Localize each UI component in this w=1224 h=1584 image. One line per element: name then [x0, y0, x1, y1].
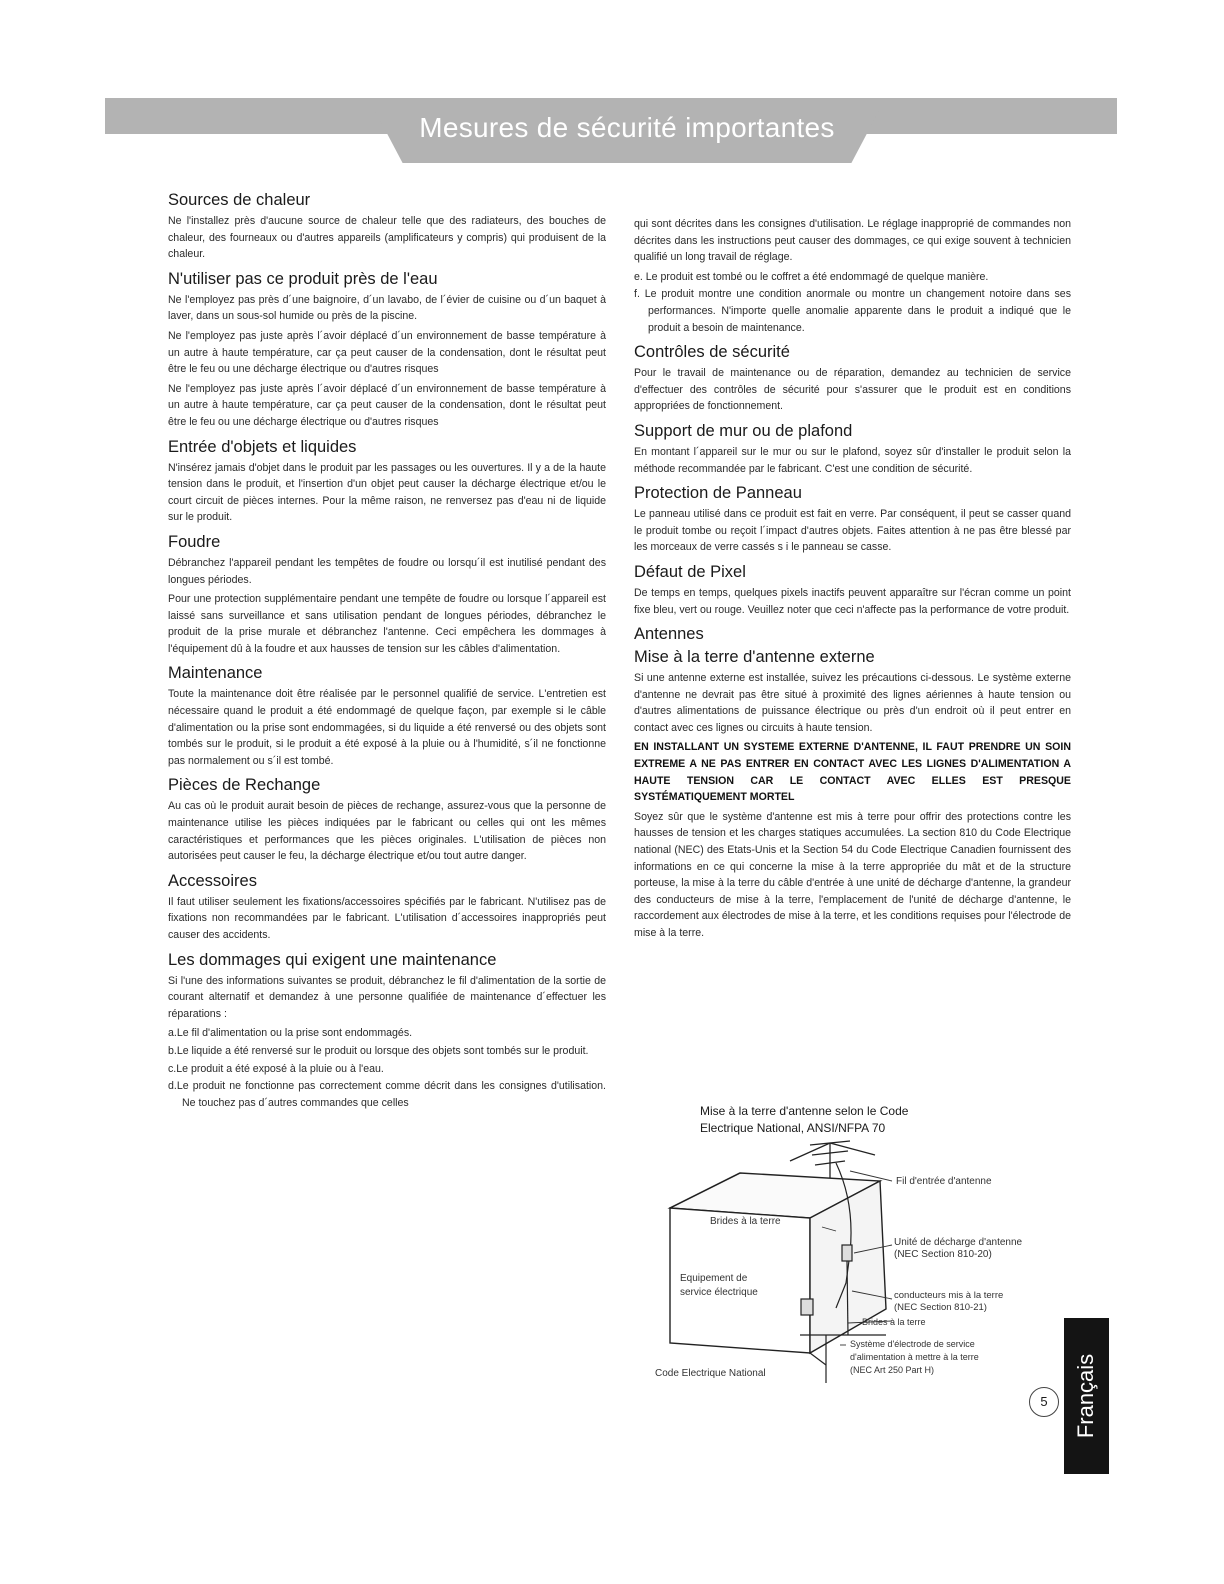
heading-dommages: Les dommages qui exigent une maintenance	[168, 950, 497, 969]
label-brides-terre-2: Brides à la terre	[862, 1317, 926, 1327]
heading-accessoires: Accessoires	[168, 871, 257, 890]
list-item: f. Le produit montre une condition anormale ou montre un changement notoire dans ses performances. N'importe quelle anomalie apparente dans le produit a indiqué que le produit a besoin de maintenance.	[634, 288, 1071, 334]
language-label: Français	[1073, 1353, 1098, 1439]
paragraph: Ne l'employez pas juste après l´avoir déplacé d´un environnement de basse température à un autre à haute température, car ça peut causer de la condensation, dont le résultat peut être le feu ou une décharge électrique ou d'autres risques	[168, 329, 606, 376]
page-number: 5	[1029, 1387, 1059, 1417]
left-column	[168, 190, 606, 1112]
label-alimentation: d'alimentation à mettre à la terre	[850, 1352, 979, 1362]
label-brides-terre: Brides à la terre	[710, 1216, 781, 1227]
label-conducteurs: conducteurs mis à la terre	[894, 1290, 1004, 1301]
label-equipement: Equipement de	[680, 1273, 748, 1284]
heading-pieces-rechange: Pièces de Rechange	[168, 776, 321, 795]
list-item: a.Le fil d'alimentation ou la prise sont endommagés.	[168, 1027, 413, 1040]
paragraph: Pour le travail de maintenance ou de réparation, demandez au technicien de service d'effectuer des contrôles de sécurité pour s'assurer que le produit est en conditions appropriées de fonctionnement.	[634, 367, 1071, 413]
paragraph: De temps en temps, quelques pixels inactifs peuvent apparaître sur l'écran comme un point fixe bleu, vert ou rouge. Veuillez noter que ceci n'affecte pas la performance de votre produit.	[634, 586, 1071, 616]
heading-sources-chaleur: Sources de chaleur	[168, 191, 311, 209]
label-fil-entree: Fil d'entrée d'antenne	[896, 1176, 992, 1187]
paragraph: Ne l'installez près d'aucune source de chaleur telle que des radiateurs, des bouches de chaleur, des fourneaux ou d'autres appareils (amplificateurs y compris) qui produisent de la chaleur.	[168, 215, 606, 261]
heading-mise-terre-antenne: Mise à la terre d'antenne externe	[634, 648, 875, 667]
paragraph: Si une antenne externe est installée, suivez les précautions ci-dessous. Le système externe d'antenne ne devrait pas être situé à proximité des lignes aériennes à haute tension ou d'autres alimentations de puissance électrique ou près d'un endroit où il peut entrer en contact avec ces lignes ou circuits à haute tension.	[634, 672, 1071, 734]
list-item: d.Le produit ne fonctionne pas correctement comme décrit dans les consignes d'utilisation. Ne touchez pas d´autres commandes que celles	[168, 1080, 606, 1109]
paragraph: Toute la maintenance doit être réalisée par le personnel qualifié de service. L'entretien est nécessaire quand le produit a été endommagé de quelque façon, par exemple si le câble d'alimentation ou la prise sont endommagées, si du liquide a été renversé ou des objets sont tombés sur le produit, si le produit a été exposé à la pluie ou à l'humidité, s´il ne fonctionne pas normalement ou s´il est tombé.	[168, 688, 606, 767]
warning-paragraph: EN INSTALLANT UN SYSTEME EXTERNE D'ANTENNE, IL FAUT PRENDRE UN SOIN EXTREME A NE PAS ENTRER EN CONTACT AVEC LES LIGNES D'ALIMENTATION A HAUTE TENSION CAR LE CONTACT AVEC ELLES EST PRESQUE SYSTÉMATIQUEMENT MORTEL	[634, 741, 1071, 804]
paragraph: Il faut utiliser seulement les fixations/accessoires spécifiés par le fabricant. N'utilisez pas de fixations non recommandées par le fabricant. L'utilisation d´accessoires inappropriés peut causer des accidents.	[168, 895, 606, 941]
label-code-electrique: Code Electrique National	[655, 1368, 766, 1379]
label-unite-decharge: Unité de décharge d'antenne	[894, 1237, 1023, 1248]
house-outline	[670, 1173, 886, 1353]
heading-objets-liquides: Entrée d'objets et liquides	[168, 437, 357, 456]
heading-support-mur: Support de mur ou de plafond	[634, 421, 853, 440]
heading-antennes: Antennes	[634, 625, 704, 644]
list-item: c.Le produit a été exposé à la pluie ou à l'eau.	[168, 1062, 384, 1075]
paragraph: Pour une protection supplémentaire pendant une tempête de foudre ou lorsque l´appareil est laissé sans surveillance et sans utilisation pendant de longues périodes, débranchez le produit de la prise murale et débranchez l'antenne. Ceci empêchera les dommages à l'équipement dû à la foudre et aux hausses de tension sur les câbles d'alimentation.	[168, 593, 606, 655]
paragraph: Le panneau utilisé dans ce produit est fait en verre. Par conséquent, il peut se casser quand le produit tombe ou reçoit l´impact d'autres objets. Faites attention à ne pas être blessé par les morceaux de verre cassés s i le panneau se casse.	[634, 508, 1071, 554]
paragraph: Ne l'employez pas près d´une baignoire, d´un lavabo, de l´évier de cuisine ou d´un baquet à laver, dans un sous-sol humide ou près de la piscine.	[168, 293, 606, 323]
paragraph: Soyez sûr que le système d'antenne est mis à terre pour offrir des protections contre les hausses de tension et les charges statiques accumulées. La section 810 du Code Electrique national (NEC) des Etats-Unis et la Section 54 du Code Electrique Canadien fournissent des informations en ce qui concerne la mise à la terre appropriée du mât et de la structure porteuse, la mise à la terre du câble d'entrée à une unité de décharge d'antenne, la grandeur des conducteurs de mise à la terre, l'emplacement de l'unité de décharge d'antenne, le raccordement aux électrodes de mise à la terre, et les conditions requises pour l'électrode de mise à la terre.	[634, 810, 1071, 939]
paragraph: N'insérez jamais d'objet dans le produit par les passages ou les ouvertures. Il y a de la haute tension dans le produit, et l'insertion d'un objet peut causer la décharge électrique et/ou le court circuit de pièces internes. Pour la même raison, ne renversez pas d'eau ni de liquide sur le produit.	[168, 461, 606, 524]
heading-foudre: Foudre	[168, 532, 221, 551]
right-column	[634, 216, 1071, 945]
paragraph: Au cas où le produit aurait besoin de pièces de rechange, assurez-vous que la personne de maintenance utilise les pièces indiquées par le fabricant ou celles qui ont les mêmes caractéristiques et performances que les pièces originales. L'utilisation de pièces non autorisées peut causer le feu, la décharge électrique et/ou tout autre danger.	[168, 800, 606, 863]
paragraph: Débranchez l'appareil pendant les tempêtes de foudre ou lorsqu´il est inutilisé pendant des longues périodes.	[168, 556, 606, 586]
list-item: b.Le liquide a été renversé sur le produit ou lorsque des objets sont tombés sur le produit.	[168, 1044, 589, 1057]
heading-maintenance: Maintenance	[168, 664, 263, 683]
diagram-title-line1: Mise à la terre d'antenne selon le Code	[700, 1104, 909, 1118]
diagram-title-line2: Electrique National, ANSI/NFPA 70	[700, 1121, 886, 1135]
antenna-grounding-diagram	[650, 1103, 1070, 1393]
list-item: e. Le produit est tombé ou le coffret a été endommagé de quelque manière.	[634, 270, 989, 283]
paragraph: qui sont décrites dans les consignes d'utilisation. Le réglage inapproprié de commandes non décrites dans les instructions peut causer des dommages, ce qui exige souvent à technicien qualifié un long travail de réglage.	[634, 218, 1071, 264]
heading-eau: N'utiliser pas ce produit près de l'eau	[168, 269, 438, 288]
heading-protection-panneau: Protection de Panneau	[634, 484, 802, 503]
heading-controles-securite: Contrôles de sécurité	[634, 343, 790, 362]
label-unite-section: (NEC Section 810-20)	[894, 1249, 992, 1260]
label-nec-art: (NEC Art 250 Part H)	[850, 1365, 935, 1375]
paragraph: Si l'une des informations suivantes se produit, débranchez le fil d'alimentation de la sortie de courant alternatif et demandez à une personne qualifiée de maintenance d´effectuer les réparations :	[168, 974, 606, 1020]
heading-defaut-pixel: Défaut de Pixel	[634, 562, 746, 581]
paragraph: Ne l'employez pas juste après l´avoir déplacé d´un environnement de basse température à un autre à haute température, car ça peut causer de la condensation, dont le résultat peut être le feu ou une décharge électrique ou d'autres risques	[168, 382, 606, 428]
label-service-electrique: service électrique	[680, 1287, 758, 1298]
paragraph: En montant l´appareil sur le mur ou sur le plafond, soyez sûr d'installer le produit selon la méthode recommandée par le fabricant. C'est une condition de sécurité.	[634, 445, 1071, 475]
page-title: Mesures de sécurité importantes	[419, 112, 835, 143]
label-conducteurs-section: (NEC Section 810-21)	[894, 1302, 987, 1313]
label-systeme-electrode: Système d'électrode de service	[850, 1339, 975, 1349]
